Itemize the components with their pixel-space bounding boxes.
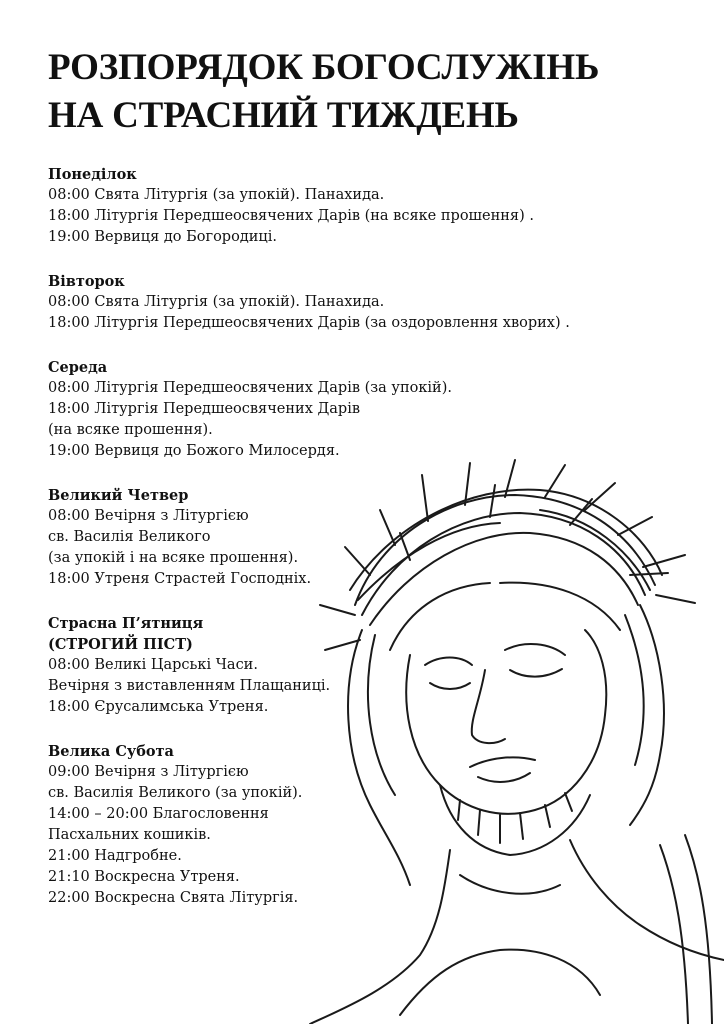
service-line: 22:00 Воскресна Свята Літургія.: [48, 890, 299, 906]
day-name: Великий Четвер: [48, 487, 189, 504]
service-line: 08:00 Великі Царські Часи.: [48, 657, 258, 673]
service-line: 18:00 Літургія Передшеосвячених Дарів (за оздоровлення хворих) .: [48, 315, 570, 331]
service-line: Пасхальних кошиків.: [48, 827, 211, 843]
day-name: Понеділок: [48, 166, 137, 183]
day-monday: [48, 164, 608, 248]
service-line: 18:00 Єрусалимська Утреня.: [48, 699, 269, 715]
service-line: 19:00 Вервиця до Божого Милосердя.: [48, 443, 340, 459]
day-good-friday: [48, 613, 608, 718]
service-line: 14:00 – 20:00 Благословення: [48, 806, 269, 822]
service-line: 08:00 Свята Літургія (за упокій). Панахида.: [48, 294, 385, 310]
service-line: 21:00 Надгробне.: [48, 848, 182, 864]
service-line: 19:00 Вервиця до Богородиці.: [48, 229, 277, 245]
day-wednesday: [48, 357, 608, 462]
service-line: 21:10 Воскресна Утреня.: [48, 869, 240, 885]
service-line: 18:00 Літургія Передшеосвячених Дарів: [48, 401, 360, 417]
service-line: (за упокій і на всяке прошення).: [48, 550, 299, 566]
day-name: Страсна П’ятниця: [48, 615, 204, 632]
day-name: Вівторок: [48, 273, 125, 290]
fasting-note: (СТРОГИЙ ПІСТ): [48, 636, 193, 653]
title-line-2: НА СТРАСНИЙ ТИЖДЕНЬ: [48, 95, 519, 136]
schedule: [48, 164, 608, 932]
service-line: 18:00 Літургія Передшеосвячених Дарів (на всяке прошення) .: [48, 208, 534, 224]
day-tuesday: [48, 271, 608, 334]
service-line: Вечірня з виставленням Плащаниці.: [48, 678, 331, 694]
service-line: 08:00 Свята Літургія (за упокій). Панахида.: [48, 187, 385, 203]
day-holy-thursday: [48, 485, 608, 590]
service-line: (на всяке прошення).: [48, 422, 213, 438]
service-line: св. Василія Великого: [48, 529, 211, 545]
day-name: Велика Субота: [48, 743, 174, 760]
service-line: 09:00 Вечірня з Літургією: [48, 764, 249, 780]
day-holy-saturday: [48, 741, 608, 909]
title-line-1: РОЗПОРЯДОК БОГОСЛУЖІНЬ: [48, 47, 600, 88]
day-name: Середа: [48, 359, 108, 376]
service-line: 08:00 Літургія Передшеосвячених Дарів (за упокій).: [48, 380, 452, 396]
service-line: 18:00 Утреня Страстей Господніх.: [48, 571, 312, 587]
page-title: [48, 44, 599, 140]
service-line: св. Василія Великого (за упокій).: [48, 785, 303, 801]
service-line: 08:00 Вечірня з Літургією: [48, 508, 249, 524]
